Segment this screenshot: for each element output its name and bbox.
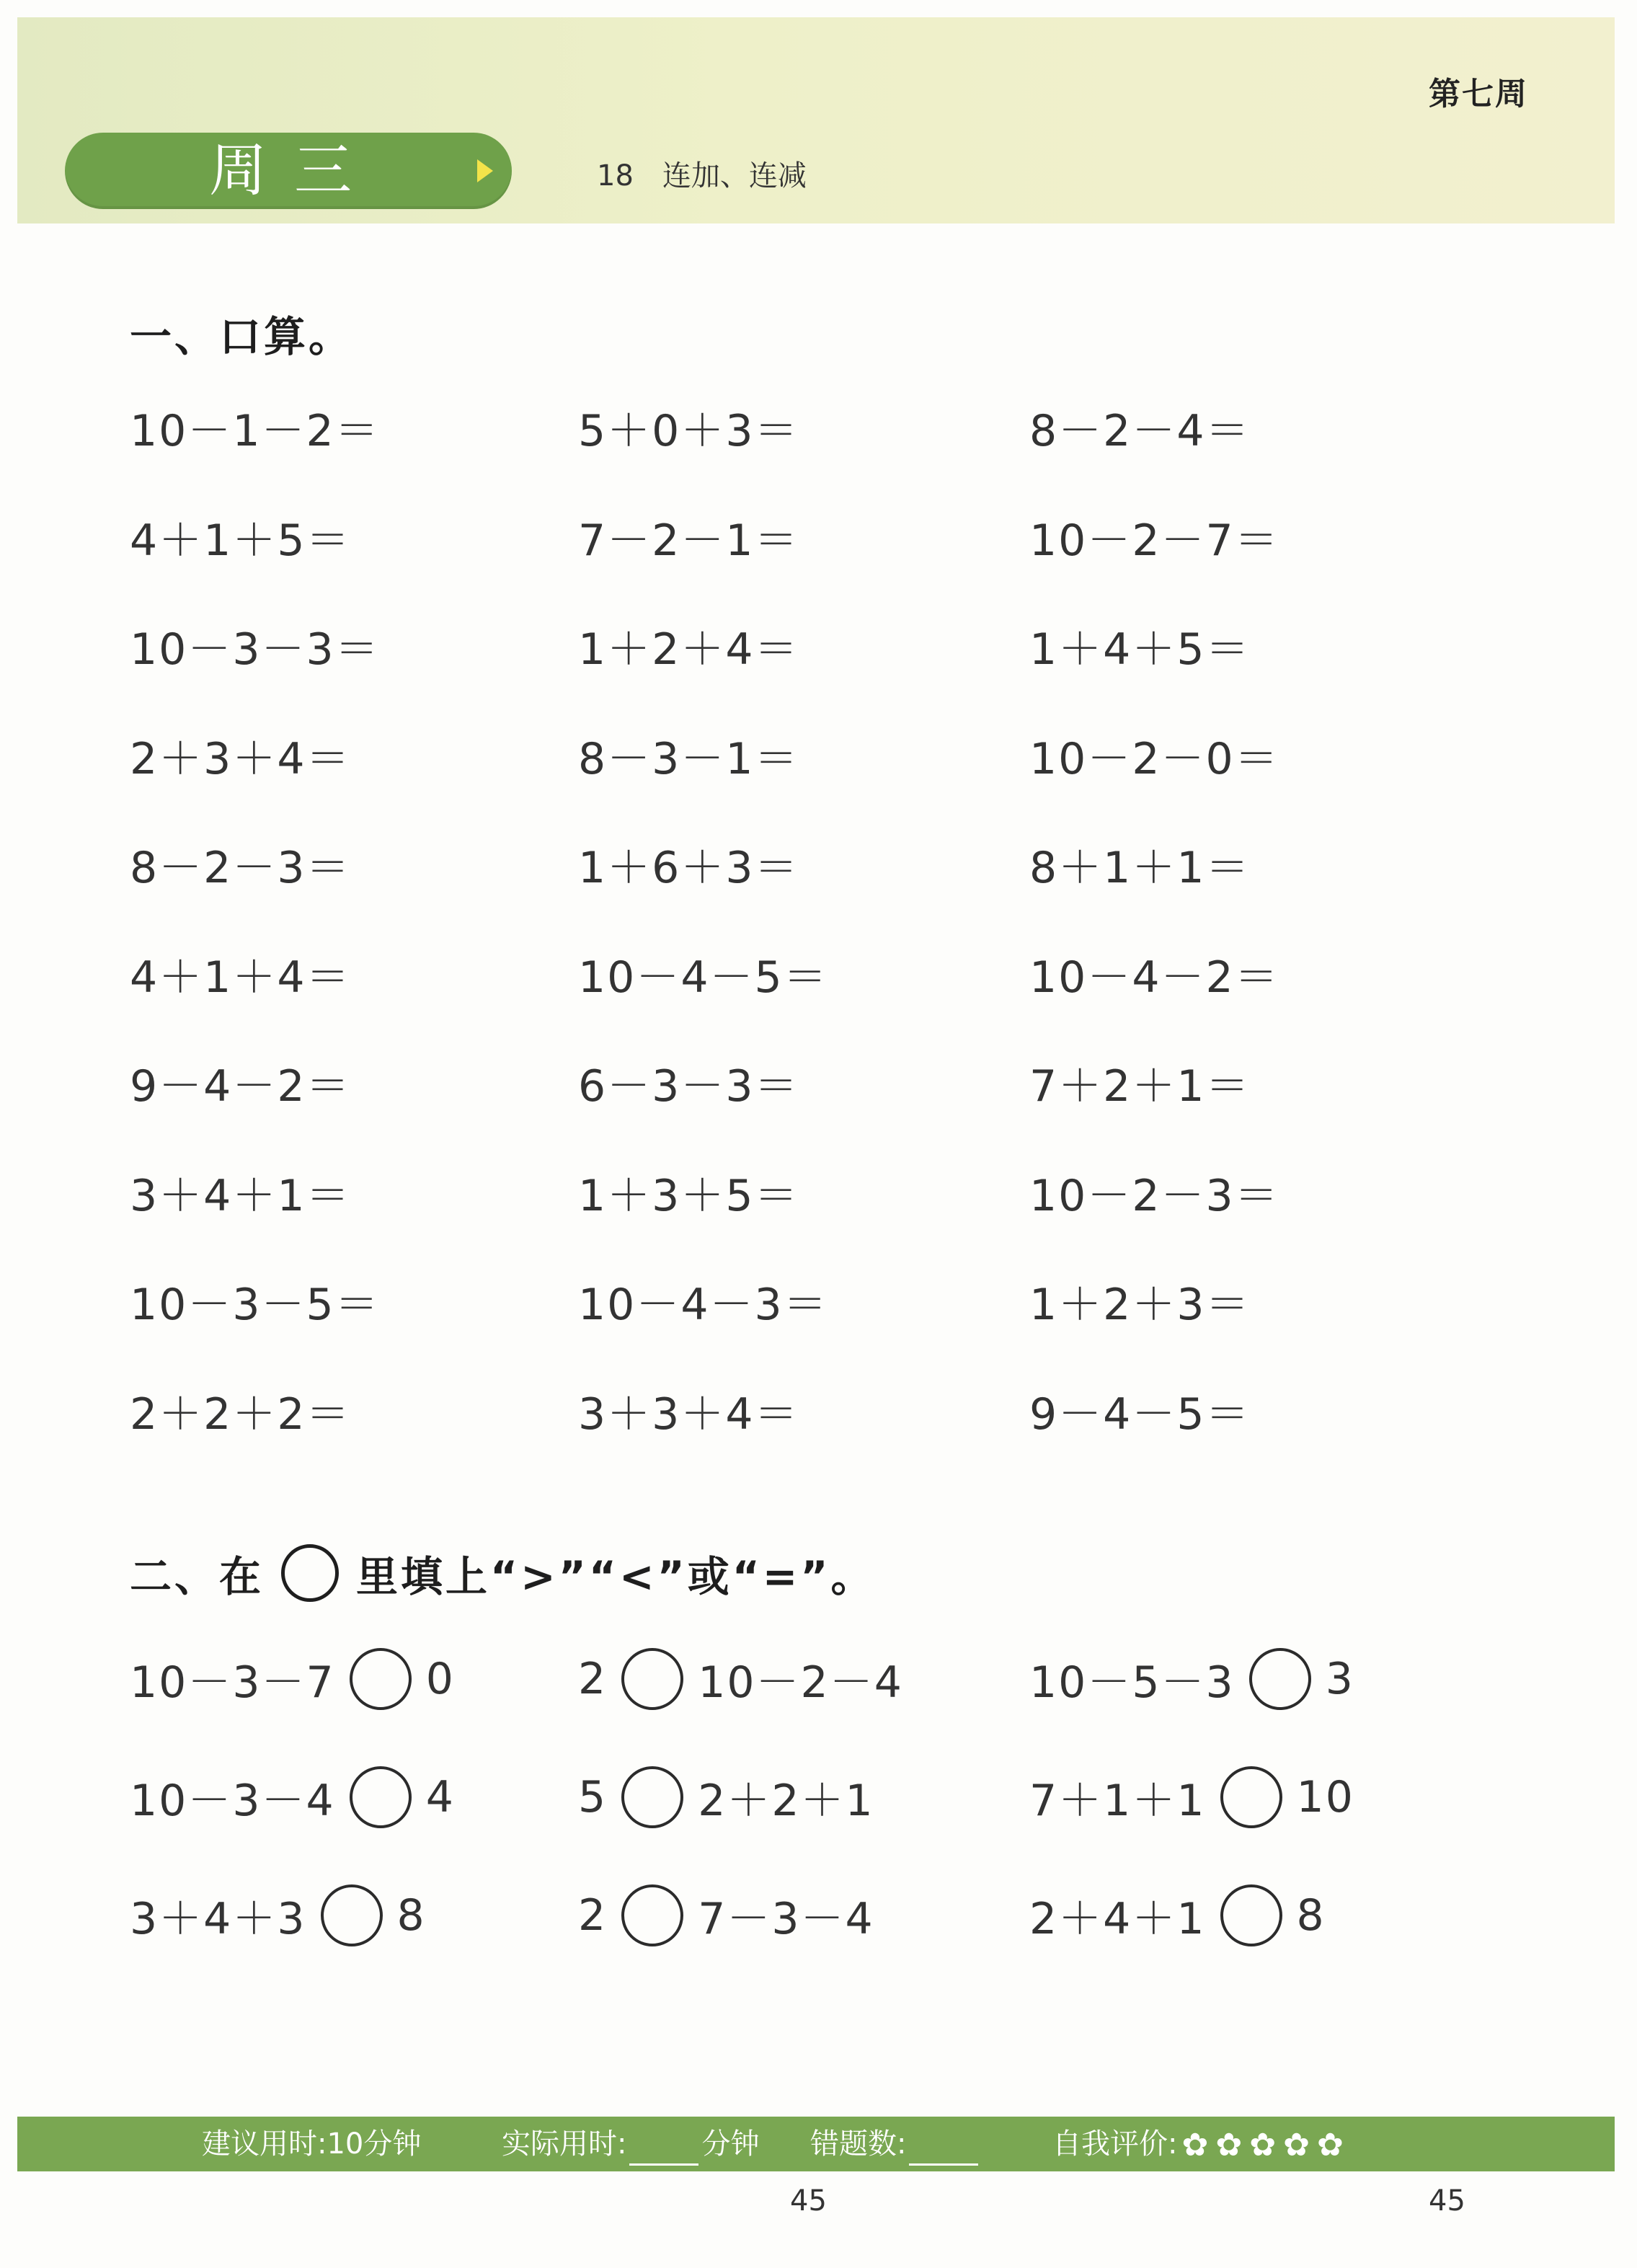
comparison-left: 2＋4＋1 (1029, 1894, 1206, 1944)
comparison-right: 0 (425, 1654, 455, 1704)
actual-time-blank[interactable] (629, 2135, 698, 2166)
comparison-item (578, 1766, 874, 1828)
arithmetic-problem: 9－4－5＝ (1029, 1389, 1251, 1440)
section-2-title-after: 里填上“>”“<”或“=”。 (356, 1552, 876, 1601)
arithmetic-problem: 8＋1＋1＝ (1029, 843, 1251, 893)
arithmetic-problem: 10－3－3＝ (130, 624, 380, 675)
answer-circle[interactable] (350, 1766, 412, 1828)
arithmetic-problem: 1＋6＋3＝ (578, 843, 799, 893)
arithmetic-problem: 10－3－5＝ (130, 1280, 380, 1330)
comparison-left: 7＋1＋1 (1029, 1776, 1206, 1826)
comparison-right: 4 (425, 1772, 455, 1822)
play-arrow-icon (477, 159, 493, 182)
answer-circle[interactable] (350, 1648, 412, 1710)
flower-icon[interactable]: ✿ (1181, 2127, 1209, 2163)
arithmetic-problem: 10－2－0＝ (1029, 734, 1279, 784)
arithmetic-problem: 4＋1＋5＝ (130, 515, 351, 566)
flower-icon[interactable]: ✿ (1249, 2127, 1277, 2163)
comparison-left: 10－3－4 (130, 1776, 335, 1826)
arithmetic-problem: 6－3－3＝ (578, 1061, 799, 1112)
day-label: 周三 (209, 137, 379, 204)
circle-icon (281, 1544, 339, 1602)
arithmetic-problem: 2＋3＋4＝ (130, 734, 351, 784)
day-badge (65, 133, 512, 209)
section-1-title: 一、口算。 (130, 312, 354, 361)
comparison-item (130, 1766, 455, 1828)
arithmetic-problem: 5＋0＋3＝ (578, 406, 799, 456)
arithmetic-problem: 8－2－4＝ (1029, 406, 1251, 456)
arithmetic-problem: 10－4－3＝ (578, 1280, 828, 1330)
comparison-item (1029, 1648, 1354, 1710)
comparison-item (130, 1884, 426, 1946)
comparison-left: 10－5－3 (1029, 1657, 1235, 1708)
answer-circle[interactable] (321, 1884, 383, 1946)
arithmetic-problem: 1＋4＋5＝ (1029, 624, 1251, 675)
section-2-title-before: 二、在 (130, 1552, 265, 1601)
error-count-label: 错题数: (810, 2127, 907, 2161)
arithmetic-problem: 4＋1＋4＝ (130, 952, 351, 1003)
arithmetic-problem: 8－3－1＝ (578, 734, 799, 784)
flower-icon[interactable]: ✿ (1283, 2127, 1310, 2163)
comparison-right: 3 (1325, 1654, 1354, 1704)
comparison-left: 2 (578, 1890, 608, 1941)
section-2-title (130, 1543, 876, 1603)
arithmetic-problem: 10－4－2＝ (1029, 952, 1279, 1003)
comparison-right: 2＋2＋1 (698, 1776, 874, 1826)
header-band (17, 17, 1615, 223)
comparison-item (1029, 1884, 1326, 1946)
actual-time-label: 实际用时: (502, 2127, 627, 2161)
suggested-time: 建议用时:10分钟 (202, 2127, 422, 2161)
comparison-item (1029, 1766, 1354, 1828)
arithmetic-problem: 1＋2＋3＝ (1029, 1280, 1251, 1330)
arithmetic-problem: 1＋3＋5＝ (578, 1171, 799, 1221)
comparison-left: 2 (578, 1654, 608, 1704)
arithmetic-problem: 3＋3＋4＝ (578, 1389, 799, 1440)
lesson-number: 18 (597, 159, 634, 192)
arithmetic-problem: 1＋2＋4＝ (578, 624, 799, 675)
page-number-right: 45 (1429, 2184, 1465, 2218)
arithmetic-problem: 10－2－3＝ (1029, 1171, 1279, 1221)
error-count-blank[interactable] (909, 2135, 978, 2166)
comparison-item (578, 1884, 874, 1946)
arithmetic-problem: 10－1－2＝ (130, 406, 380, 456)
comparison-item (130, 1648, 455, 1710)
page-number-left: 45 (790, 2184, 827, 2218)
answer-circle[interactable] (621, 1766, 683, 1828)
arithmetic-problem: 10－4－5＝ (578, 952, 828, 1003)
comparison-right: 10 (1296, 1772, 1354, 1822)
arithmetic-problem: 10－2－7＝ (1029, 515, 1279, 566)
arithmetic-problem: 7－2－1＝ (578, 515, 799, 566)
arithmetic-problem: 7＋2＋1＝ (1029, 1061, 1251, 1112)
comparison-right: 10－2－4 (698, 1657, 903, 1708)
arithmetic-problem: 9－4－2＝ (130, 1061, 351, 1112)
comparison-left: 3＋4＋3 (130, 1894, 306, 1944)
actual-time (502, 2122, 759, 2166)
answer-circle[interactable] (1249, 1648, 1311, 1710)
footer-band (17, 2117, 1615, 2171)
lesson-title (597, 153, 807, 194)
flower-icon[interactable]: ✿ (1215, 2127, 1243, 2163)
answer-circle[interactable] (621, 1884, 683, 1946)
self-eval-label: 自我评价: (1052, 2127, 1178, 2161)
answer-circle[interactable] (1220, 1766, 1282, 1828)
answer-circle[interactable] (621, 1648, 683, 1710)
comparison-right: 8 (396, 1890, 426, 1941)
comparison-right: 7－3－4 (698, 1894, 874, 1944)
arithmetic-problem: 8－2－3＝ (130, 843, 351, 893)
flower-icon[interactable]: ✿ (1316, 2127, 1344, 2163)
comparison-left: 10－3－7 (130, 1657, 335, 1708)
comparison-right: 8 (1296, 1890, 1326, 1941)
week-label: 第七周 (1429, 76, 1528, 112)
error-count (810, 2122, 981, 2166)
self-evaluation (1052, 2122, 1344, 2166)
comparison-left: 5 (578, 1772, 608, 1822)
arithmetic-problem: 3＋4＋1＝ (130, 1171, 351, 1221)
rating-flowers (1181, 2127, 1344, 2163)
actual-time-unit: 分钟 (701, 2127, 760, 2161)
arithmetic-problem: 2＋2＋2＝ (130, 1389, 351, 1440)
answer-circle[interactable] (1220, 1884, 1282, 1946)
comparison-item (578, 1648, 903, 1710)
lesson-name: 连加、连减 (662, 159, 807, 192)
